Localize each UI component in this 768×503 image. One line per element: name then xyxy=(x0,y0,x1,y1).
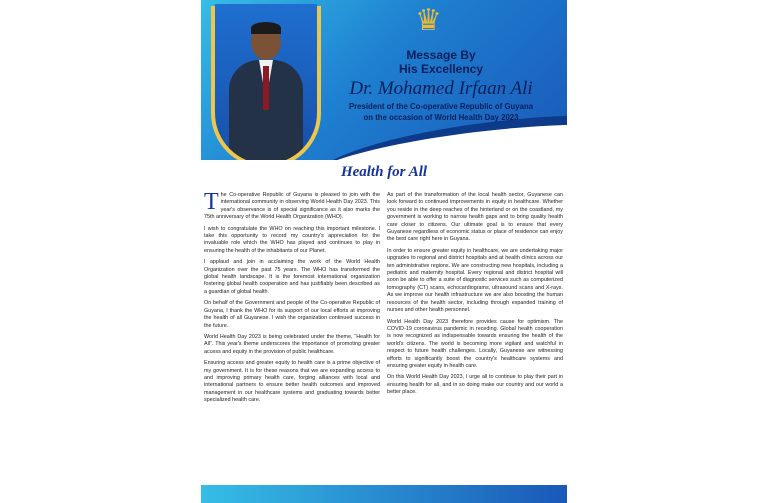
portrait-tie xyxy=(263,66,269,110)
paragraph: Ensuring access and greater equity to health care is a prime objective of my government. It is for these reasons that we are expanding access to and improving primary health care, forging alliances with local and international partners to ensure better health outcomes and improved management in our healthcare systems and graduating towards better specialized health care. xyxy=(204,360,380,404)
paragraph: World Health Day 2023 therefore provides cause for optimism. The COVID-19 coronavirus pandemic in receding. Global health cooperation is now recognized as indispensable towards ensuring the health of the world's citizens. The world is becoming more vigilant and watchful in respect to future health challenges. Locally, Guyanese are witnessing efforts to significantly boost the country's healthcare systems and ensuring greater equity in health care. xyxy=(387,318,563,369)
his-excellency-label: His Excellency xyxy=(398,62,484,76)
paragraph: I applaud and join in acclaiming the work of the World Health Organization over the past 75 years. The WHO has transformed the global health landscape. It is the foremost international organization fostering global health cooperation and has justifiably been described as a guardian of global health. xyxy=(204,259,380,295)
message-document xyxy=(201,0,567,503)
president-portrait xyxy=(215,4,317,160)
left-column xyxy=(204,189,380,409)
paragraph: On this World Health Day 2023, I urge all to continue to play their part in ensuring health for all, and in so doing make our country and our world a better place. xyxy=(387,374,563,396)
crown-icon: ♛ xyxy=(415,3,442,38)
right-column xyxy=(387,192,563,401)
paragraph: In order to ensure greater equity in healthcare, we are undertaking major upgrades to regional and district hospitals and at health clinics across our ten administrative regions. We are constructing new hospitals, including a pediatric and maternity hospital. Every regional and district hospital will soon be able to offer a suite of diagnostic services such as computerized tomography (CT) scans, echocardiograms, ultrasound scans and X-rays. As we improve our health infrastructure we are also boosting the human resources of the health sector, including through expanded training of nurses and other health personnel. xyxy=(387,247,563,314)
president-title-line1: President of the Co-operative Republic of Guyana xyxy=(348,102,534,111)
paragraph: World Health Day 2023 is being celebrated under the theme, “Health for All”. This year's theme underscores the importance of promoting greater access and equity in the provision of public healthcare. xyxy=(204,333,380,355)
footer-bar xyxy=(201,485,567,503)
message-by-label: Message By xyxy=(406,48,476,62)
president-name: Dr. Mohamed Irfaan Ali xyxy=(349,78,533,99)
president-title-line2: on the occasion of World Health Day 2023 xyxy=(363,113,519,122)
paragraph: I wish to congratulate the WHO on reaching this important milestone. I take this opportunity to record my country's appreciation for the invaluable role which the WHO has played and continues to play in ensuring the health of the inhabitants of our Planet. xyxy=(204,225,380,254)
paragraph: On behalf of the Government and people of the Co-operative Republic of Guyana, I thank the WHO for its support of our local efforts at improving the health of all Guyanese. I wish the organization continued success in the future. xyxy=(204,300,380,329)
drop-cap: T xyxy=(204,189,219,215)
document-title: Health for All xyxy=(340,164,428,180)
paragraph: As part of the transformation of the local health sector, Guyanese can look forward to continued improvements in equity in healthcare. Whether you reside in the deep reaches of the hinterland or on the coastland, my government is working to narrow health gaps and to bring quality health care closer to citizens. Our ultimate goal is to ensure that every Guyanese regardless of economic status or place of residence can enjoy the best care right here in Guyana. xyxy=(387,192,563,243)
header-banner xyxy=(201,0,567,160)
portrait-hair xyxy=(251,22,281,34)
paragraph: The Co-operative Republic of Guyana is pleased to join with the international community in observing World Health Day 2023. This year's observance is of special significance as it also marks the 75th anniversary of the World Health Organization (WHO). xyxy=(204,189,380,221)
